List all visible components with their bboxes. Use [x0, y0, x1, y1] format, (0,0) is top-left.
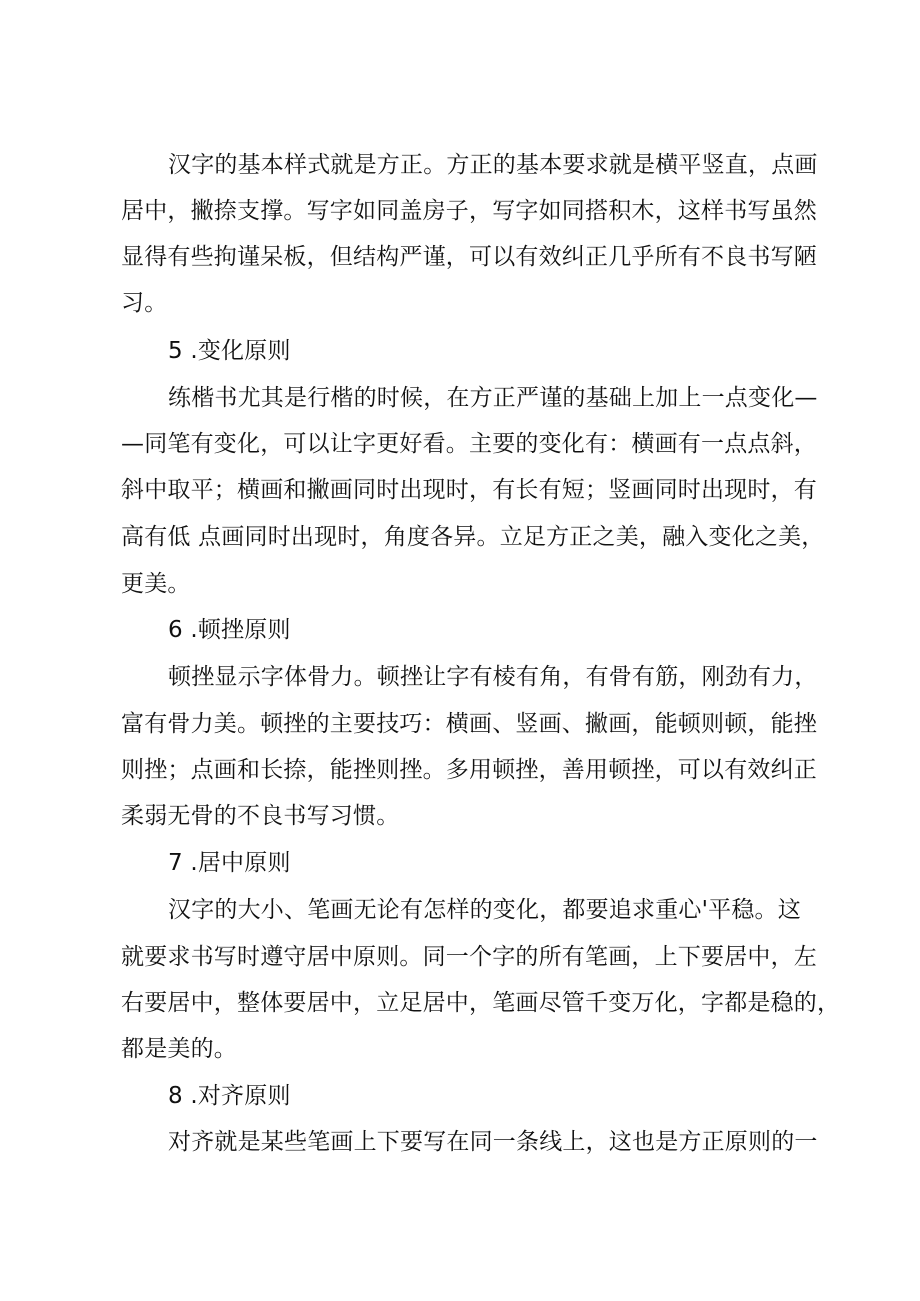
paragraph-5-line-1: 对齐就是某些笔画上下要写在同一条线上，这也是方正原则的一	[168, 1129, 818, 1155]
paragraph-1-line-4: 习。	[121, 290, 168, 316]
paragraph-2-line-2: —同笔有变化，可以让字更好看。主要的变化有：横画有一点点斜，	[121, 431, 817, 457]
paragraph-3-line-1: 顿挫显示字体骨力。顿挫让字有棱有角，有骨有筋，刚劲有力，	[168, 664, 818, 690]
paragraph-2-line-4: 高有低 点画同时出现时，角度各异。立足方正之美，融入变化之美，	[121, 524, 825, 550]
paragraph-3-line-2: 富有骨力美。顿挫的主要技巧：横画、竖画、撇画，能顿则顿，能挫	[121, 711, 817, 737]
paragraph-1-line-3: 显得有些拘谨呆板，但结构严谨，可以有效纠正几乎所有不良书写陋	[121, 244, 817, 270]
paragraph-4-line-4: 都是美的。	[121, 1036, 237, 1062]
paragraph-4-line-2: 就要求书写时遵守居中原则。同一个字的所有笔画，上下要居中，左	[121, 944, 817, 970]
section-heading-7: 7 .居中原则	[168, 850, 291, 876]
paragraph-2-line-5: 更美。	[121, 571, 191, 597]
section-heading-5: 5 .变化原则	[168, 338, 291, 364]
section-heading-8: 8 .对齐原则	[168, 1083, 291, 1109]
section-heading-6: 6 .顿挫原则	[168, 617, 291, 643]
paragraph-4-line-1: 汉字的大小、笔画无论有怎样的变化，都要追求重心'平稳。这	[168, 897, 801, 923]
paragraph-3-line-3: 则挫；点画和长捺，能挫则挫。多用顿挫，善用顿挫，可以有效纠正	[121, 757, 817, 783]
paragraph-2-line-3: 斜中取平；横画和撇画同时出现时，有长有短；竖画同时出现时，有	[121, 477, 817, 503]
paragraph-3-line-4: 柔弱无骨的不良书写习惯。	[121, 803, 400, 829]
paragraph-1-line-1: 汉字的基本样式就是方正。方正的基本要求就是横平竖直，点画	[168, 152, 818, 178]
paragraph-1-line-2: 居中，撇捺支撑。写字如同盖房子，写字如同搭积木，这样书写虽然	[121, 198, 817, 224]
paragraph-2-line-1: 练楷书尤其是行楷的时候，在方正严谨的基础上加上一点变化—	[168, 385, 818, 411]
paragraph-4-line-3: 右要居中，整体要居中，立足居中，笔画尽管千变万化，字都是稳的，	[121, 990, 841, 1016]
